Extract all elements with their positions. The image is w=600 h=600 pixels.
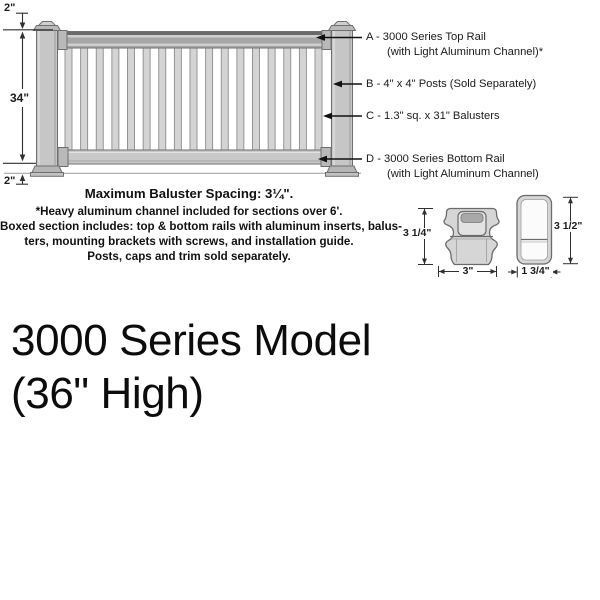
dimension-height-label: 34" — [10, 91, 30, 105]
balusters — [65, 47, 322, 151]
post-cap-top — [334, 22, 351, 26]
baluster — [299, 47, 306, 151]
top-rail-height-label: 3 1/4" — [403, 227, 432, 239]
post-cap-top — [39, 22, 56, 26]
callout-a — [366, 30, 543, 60]
baluster — [112, 47, 119, 151]
baluster — [237, 47, 244, 151]
bottom-rail — [58, 148, 331, 167]
callout-d-line2: (with Light Aluminum Channel) — [387, 168, 539, 180]
callout-b: B - 4" x 4" Posts (Sold Separately) — [366, 78, 537, 90]
bottom-rail-bracket-left — [58, 148, 68, 167]
baluster — [174, 47, 181, 151]
baluster — [315, 47, 322, 151]
baluster — [159, 47, 166, 151]
baluster — [253, 47, 260, 151]
bottom-rail-height-label: 3 1/2" — [554, 220, 583, 232]
aluminum-channel — [461, 214, 483, 223]
railing-diagram — [4, 22, 361, 177]
baluster — [268, 47, 275, 151]
post-base-trim — [32, 166, 62, 173]
note-max-spacing: Maximum Baluster Spacing: 3¼". — [84, 186, 294, 201]
baluster — [128, 47, 135, 151]
top-rail — [58, 31, 331, 50]
baluster — [284, 47, 291, 151]
dimension-bottom-label: 2" — [4, 175, 16, 187]
callout-a-line1: A - 3000 Series Top Rail — [366, 31, 486, 43]
baluster — [206, 47, 213, 151]
note-sold-separately: Posts, caps and trim sold separately. — [87, 250, 291, 263]
post-base-plate — [31, 173, 64, 177]
top-rail-bracket-left — [58, 31, 67, 50]
baluster — [96, 47, 103, 151]
page-title-line1: 3000 Series Model — [11, 316, 372, 365]
arrowhead-c — [323, 113, 332, 120]
baluster — [143, 47, 150, 151]
callout-a-line2: (with Light Aluminum Channel)* — [387, 46, 544, 58]
baluster — [190, 47, 197, 151]
note-footnote: *Heavy aluminum channel included for sections over 6'. — [35, 205, 343, 218]
page-title-line2: (36" High) — [11, 369, 204, 418]
callout-d-line1: D - 3000 Series Bottom Rail — [366, 153, 505, 165]
dimension-top-label: 2" — [4, 2, 16, 14]
bottom-rail-width-label: 1 3/4" — [518, 266, 553, 277]
baluster — [221, 47, 228, 151]
callout-d — [366, 152, 539, 182]
post-cap-skirt — [329, 26, 356, 31]
post-base-trim — [327, 166, 357, 173]
baluster — [65, 47, 72, 151]
callout-c: C - 1.3" sq. x 31" Balusters — [366, 110, 500, 122]
baluster — [81, 47, 88, 151]
note-included-2: ters, mounting brackets with screws, and installation guide. — [24, 235, 354, 248]
top-rail-width-label: 3" — [459, 266, 477, 277]
post-base-plate — [326, 173, 359, 177]
note-included-1: Boxed section includes: top & bottom rails with aluminum inserts, balus- — [0, 220, 402, 233]
